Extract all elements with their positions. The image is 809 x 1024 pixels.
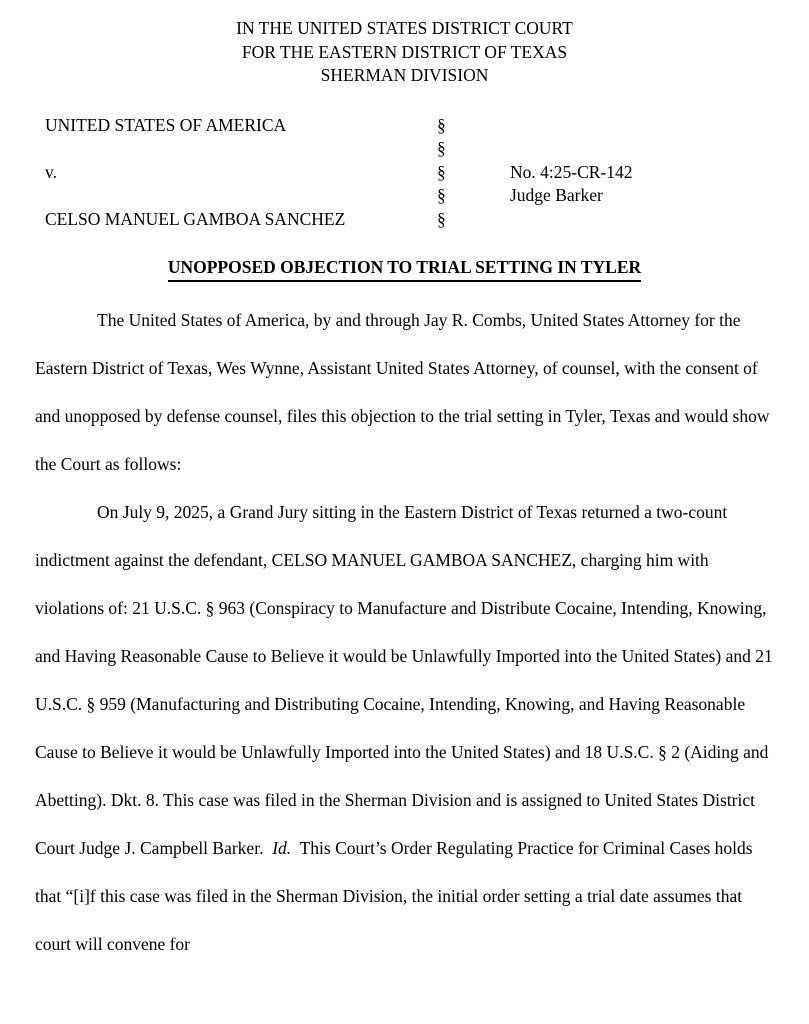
paragraph-2-text-b: This Court’s Order Regulating Practice for Criminal Cases holds that “[i]f this case was filed in the Sherman Division, the initial order setting a trial date assumes that court will convene for (35, 838, 753, 954)
case-number: No. 4:25-CR-142 (510, 161, 633, 182)
section-symbol: § (437, 138, 446, 158)
court-district-line: FOR THE EASTERN DISTRICT OF TEXAS (241, 41, 568, 62)
judge-name: Judge Barker (510, 185, 603, 205)
document-title-text: UNOPPOSED OBJECTION TO TRIAL SETTING IN TYLER (168, 255, 641, 282)
caption-spacer (45, 137, 437, 161)
caption-spacer (45, 184, 437, 208)
caption-spacer (510, 208, 809, 232)
case-info-column (510, 114, 809, 232)
paragraph-2 (35, 488, 776, 968)
section-symbol: § (437, 185, 446, 205)
document-title (0, 255, 809, 282)
section-symbol: § (437, 114, 446, 135)
case-caption (0, 114, 809, 232)
court-division-line: SHERMAN DIVISION (320, 65, 489, 85)
plaintiff-name: UNITED STATES OF AMERICA (45, 114, 287, 135)
paragraph-1: The United States of America, by and through Jay R. Combs, United States Attorney for the Eastern District of Texas, Wes Wynne, Assistant United States Attorney, of counsel, with the consent of and unopposed by defense counsel, files this objection to the trial setting in Tyler, Texas and would show the Court as follows: (35, 310, 770, 474)
versus-label: v. (45, 161, 57, 182)
section-symbol: § (437, 208, 446, 229)
court-header (0, 0, 809, 87)
id-citation: Id. (272, 838, 292, 858)
caption-spacer (510, 114, 809, 138)
court-name-line: IN THE UNITED STATES DISTRICT COURT (236, 18, 573, 38)
caption-parties-column (45, 114, 437, 232)
document-body (35, 296, 776, 968)
defendant-name: CELSO MANUEL GAMBOA SANCHEZ (45, 208, 346, 229)
paragraph-2-text-a: On July 9, 2025, a Grand Jury sitting in the Eastern District of Texas returned a two-count indictment against the defendant, CELSO MANUEL GAMBOA SANCHEZ, charging him with violations of: 21 U.S.C. § 963 (Conspiracy to Manufacture and Distribute Cocaine, Intending, Knowing, and Having Reasonable Cause to Believe it would be Unlawfully Imported into the United States) and 21 U.S.C. § 959 (Manufacturing and Distributing Cocaine, Intending, Knowing, and Having Reasonable Cause to Believe it would be Unlawfully Imported into the United States) and 18 U.S.C. § 2 (Aiding and Abetting). Dkt. 8. This case was filed in the Sherman Division and is assigned to United States District Court Judge J. Campbell Barker. (35, 502, 773, 858)
section-symbol: § (437, 161, 446, 182)
caption-spacer (510, 137, 809, 161)
section-symbol-column (437, 114, 510, 232)
